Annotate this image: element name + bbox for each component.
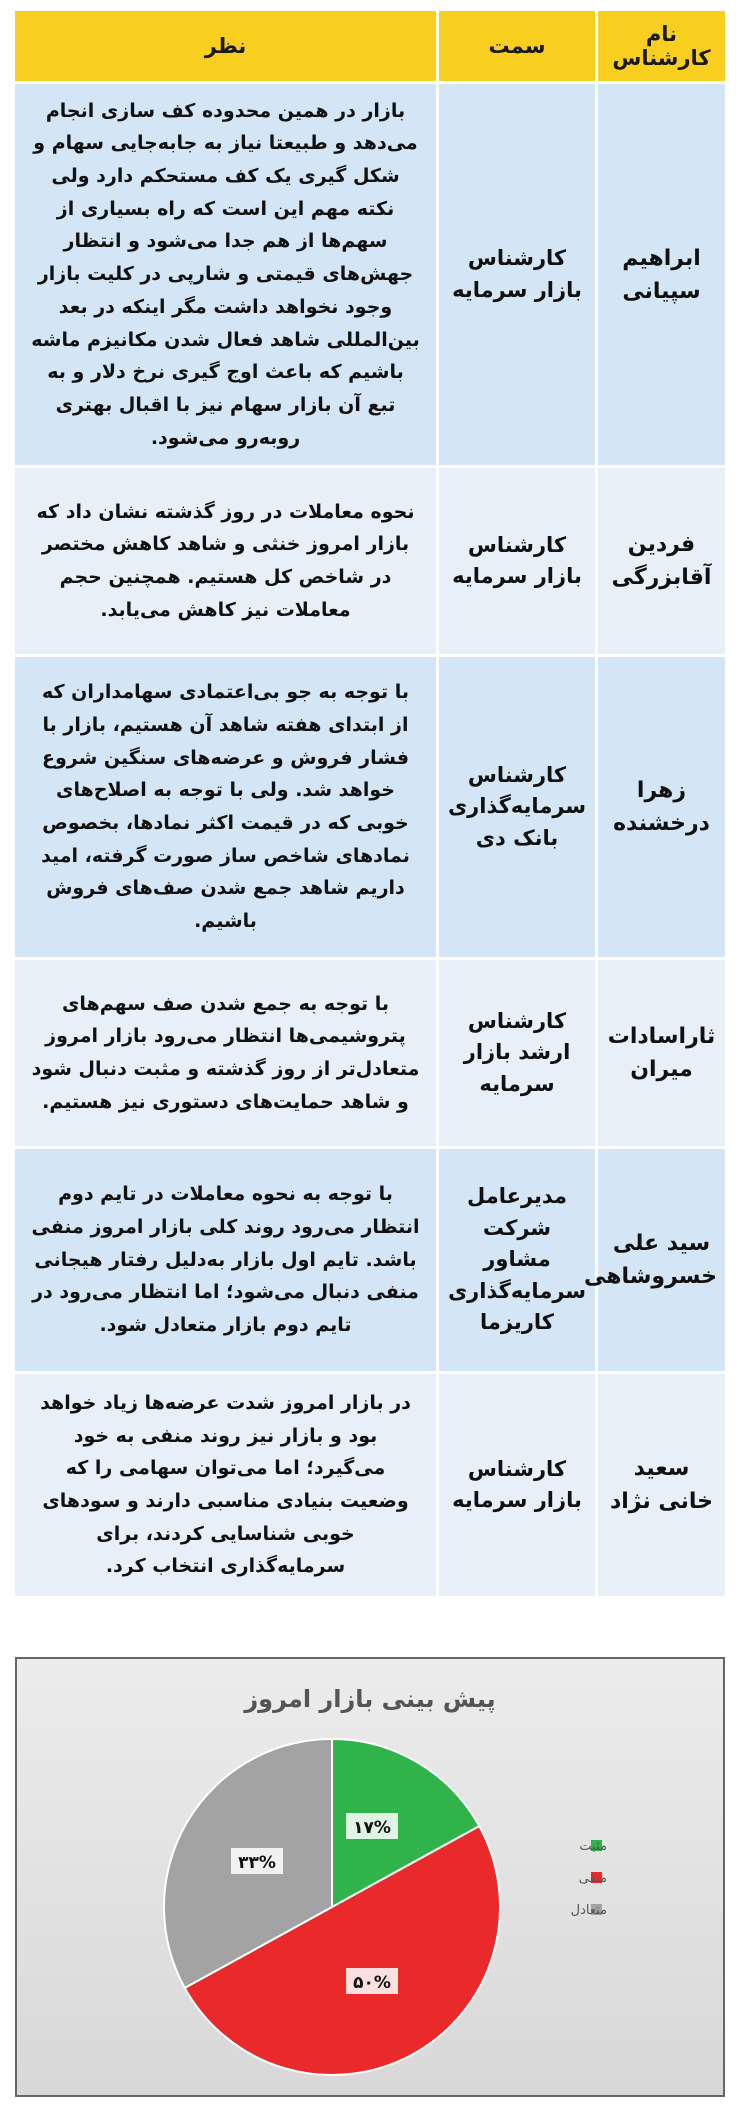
- expert-position: مدیرعامل شرکت مشاور سرمایه‌گذاری کاریزما: [439, 1149, 595, 1371]
- expert-name: ثاراسادات میران: [598, 960, 725, 1146]
- pie-chart-svg: [17, 1659, 723, 2095]
- expert-position: کارشناس سرمایه‌گذاری بانک دی: [439, 657, 595, 957]
- header-expert-name: نام کارشناس: [598, 11, 725, 81]
- experts-table-container: [12, 8, 728, 1599]
- slice-value-label: ۱۷%: [353, 1818, 391, 1838]
- expert-opinion: با توجه به جو بی‌اعتمادی سهامداران که از ابتدای هفته شاهد آن هستیم، بازار با فشار فروش و عرضه‌های سنگین شروع خواهد شد. ولی با توجه به اصلاح‌های خوبی که در قیمت اکثر نمادها، بخصوص نمادهای شاخص ساز صورت گرفته، امید داریم شاهد جمع شدن صف‌های فروش باشیم.: [15, 657, 436, 957]
- expert-name: سعید خانی نژاد: [598, 1374, 725, 1596]
- table-row: [15, 960, 725, 1146]
- expert-position: کارشناس بازار سرمایه: [439, 84, 595, 465]
- header-position: سمت: [439, 11, 595, 81]
- expert-opinion: با توجه به جمع شدن صف سهم‌های پتروشیمی‌ها انتظار می‌رود بازار امروز متعادل‌تر از روز گذشته و مثبت دنبال شود و شاهد حمایت‌های دستوری نیز هستیم.: [15, 960, 436, 1146]
- expert-position: کارشناس بازار سرمایه: [439, 1374, 595, 1596]
- legend-label: منفی: [578, 1871, 607, 1886]
- table-row: [15, 468, 725, 654]
- expert-position: کارشناس ارشد بازار سرمایه: [439, 960, 595, 1146]
- market-forecast-chart: [15, 1657, 725, 2097]
- experts-table: [12, 8, 728, 1599]
- expert-name: سید علی خسروشاهی: [598, 1149, 725, 1371]
- expert-opinion: نحوه معاملات در روز گذشته نشان داد که بازار امروز خنثی و شاهد کاهش مختصر در شاخص کل هستیم. همچنین حجم معاملات نیز کاهش می‌یابد.: [15, 468, 436, 654]
- expert-name: زهرا درخشنده: [598, 657, 725, 957]
- table-row: [15, 84, 725, 465]
- table-header-row: [15, 11, 725, 81]
- table-row: [15, 657, 725, 957]
- expert-opinion: با توجه به نحوه معاملات در تایم دوم انتظار می‌رود روند کلی بازار امروز منفی باشد. تایم اول بازار به‌دلیل رفتار هیجانی منفی دنبال می‌شود؛ اما انتظار می‌رود در تایم دوم بازار متعادل شود.: [15, 1149, 436, 1371]
- expert-opinion: در بازار امروز شدت عرضه‌ها زیاد خواهد بود و بازار نیز روند منفی به خود می‌گیرد؛ اما می‌توان سهامی را که وضعیت بنیادی مناسبی دارند و سودهای خوبی شناسایی کردند، برای سرمایه‌گذاری انتخاب کرد.: [15, 1374, 436, 1596]
- legend-label: متعادل: [570, 1903, 607, 1918]
- expert-name: ابراهیم سپیانی: [598, 84, 725, 465]
- chart-title: پیش بینی بازار امروز: [244, 1685, 496, 1713]
- table-row: [15, 1374, 725, 1596]
- table-row: [15, 1149, 725, 1371]
- header-opinion: نظر: [15, 11, 436, 81]
- slice-value-label: ۵۰%: [353, 1973, 391, 1993]
- expert-position: کارشناس بازار سرمایه: [439, 468, 595, 654]
- slice-value-label: ۳۳%: [238, 1853, 276, 1873]
- expert-name: فردین آقابزرگی: [598, 468, 725, 654]
- expert-opinion: بازار در همین محدوده کف سازی انجام می‌دهد و طبیعتا نیاز به جابه‌جایی سهام و شکل گیری یک کف مستحکم دارد ولی نکته مهم این است که راه بسیاری از سهم‌ها از هم جدا می‌شود و انتظار جهش‌های قیمتی و شارپی در کلیت بازار وجود نخواهد داشت مگر اینکه در بعد بین‌المللی شاهد فعال شدن مکانیزم ماشه باشیم که باعث اوج گیری نرخ دلار و به تبع آن بازار سهام نیز با اقبال بهتری روبه‌رو می‌شود.: [15, 84, 436, 465]
- legend-label: مثبت: [579, 1839, 607, 1854]
